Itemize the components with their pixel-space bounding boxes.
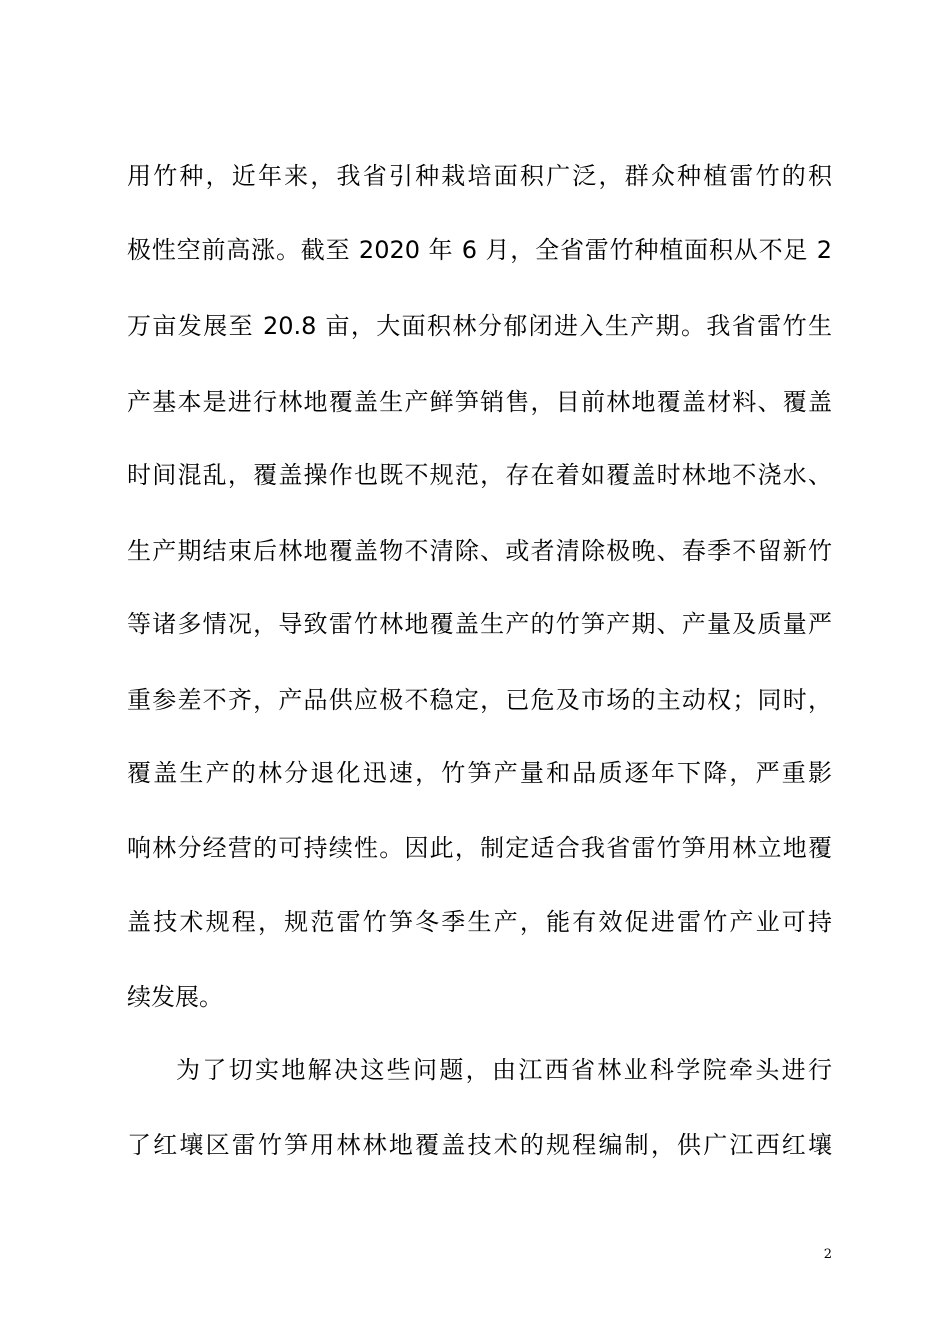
paragraph-1-line-9: 覆盖生产的林分退化迅速，竹笋产量和品质逐年下降，严重影: [127, 759, 832, 787]
paragraph-2-line-1: 为了切实地解决这些问题，由江西省林业科学院牵头进行: [176, 1056, 832, 1084]
paragraph-1-line-4: 产基本是进行林地覆盖生产鲜笋销售，目前林地覆盖材料、覆盖: [127, 388, 832, 416]
paragraph-1-line-8: 重参差不齐，产品供应极不稳定，已危及市场的主动权；同时，: [127, 686, 832, 714]
paragraph-1-line-2: 极性空前高涨。截至 2020 年 6 月，全省雷竹种植面积从不足 2: [127, 236, 832, 264]
paragraph-1-line-12: 续发展。: [127, 983, 223, 1011]
paragraph-1-line-11: 盖技术规程，规范雷竹笋冬季生产，能有效促进雷竹产业可持: [127, 908, 832, 936]
paragraph-1-line-6: 生产期结束后林地覆盖物不清除、或者清除极晚、春季不留新竹: [127, 537, 832, 565]
paragraph-1-line-5: 时间混乱，覆盖操作也既不规范，存在着如覆盖时林地不浇水、: [127, 461, 832, 489]
paragraph-1-line-1: 用竹种，近年来，我省引种栽培面积广泛，群众种植雷竹的积: [127, 162, 832, 190]
paragraph-1-line-3: 万亩发展至 20.8 亩，大面积林分郁闭进入生产期。我省雷竹生: [127, 312, 832, 340]
page-number: 2: [823, 1247, 832, 1262]
paragraph-1-line-7: 等诸多情况，导致雷竹林地覆盖生产的竹笋产期、产量及质量严: [127, 610, 832, 638]
paragraph-2-line-2: 了红壤区雷竹笋用林林地覆盖技术的规程编制，供广江西红壤: [127, 1131, 832, 1159]
paragraph-1-line-10: 响林分经营的可持续性。因此，制定适合我省雷竹笋用林立地覆: [127, 834, 832, 862]
